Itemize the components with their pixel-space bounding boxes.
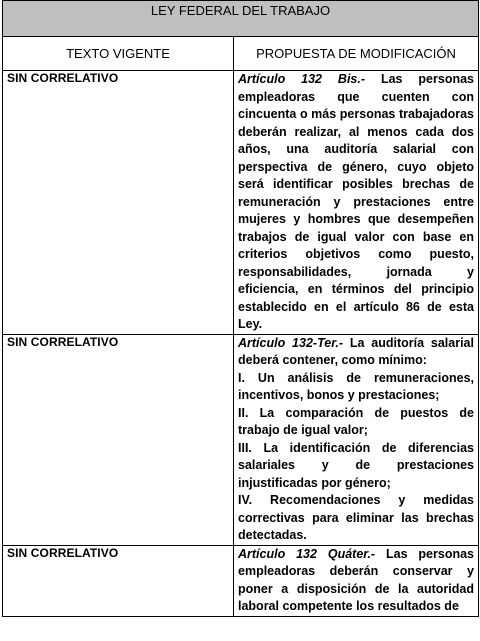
article-label: Artículo 132 Quáter.- bbox=[238, 546, 376, 561]
list-item: IV. Recomendaciones y medidas correctivas para eliminar las brechas detectadas. bbox=[238, 493, 474, 542]
list-item: II. La comparación de puestos de trabajo de igual valor; bbox=[238, 405, 474, 437]
current-text-cell: SIN CORRELATIVO bbox=[3, 545, 234, 616]
table-header-row bbox=[3, 37, 479, 71]
proposal-paragraph bbox=[238, 71, 474, 334]
header-proposal: PROPUESTA DE MODIFICACIÓN bbox=[234, 37, 479, 71]
proposal-paragraph bbox=[238, 546, 474, 616]
article-label: Artículo 132 Bis.- bbox=[238, 72, 366, 86]
article-text: La auditoría salarial deberá contener, como mínimo: bbox=[238, 335, 474, 367]
list-item: I. Un análisis de remuneraciones, incentivos, bonos y prestaciones; bbox=[238, 370, 474, 402]
proposal-cell bbox=[234, 334, 479, 545]
current-text-cell: SIN CORRELATIVO bbox=[3, 334, 234, 545]
article-text: Las personas empleadoras que cuenten con cincuenta o más personas trabajadoras deberán realizar, al menos cada dos años, una auditoría salarial con perspectiva de género, cuyo objeto será identificar posibles brechas de remuneración y prestaciones entre mujeres y hombres que desempeñen trabajos de igual valor con base en criterios objetivos como puesto, responsabilidades, jornada y eficiencia, en términos del principio establecido en el artículo 86 de esta Ley. bbox=[238, 72, 474, 331]
header-current-text: TEXTO VIGENTE bbox=[3, 37, 234, 71]
table-title: LEY FEDERAL DEL TRABAJO bbox=[3, 1, 479, 37]
proposal-cell bbox=[234, 545, 479, 616]
proposal-cell bbox=[234, 71, 479, 335]
article-text: Las personas empleadoras deberán conservar y poner a disposición de la autoridad laboral competente los resultados de bbox=[238, 546, 474, 613]
table-title-row bbox=[3, 1, 479, 37]
article-label: Artículo 132-Ter.- bbox=[238, 335, 344, 350]
table-row bbox=[3, 71, 479, 335]
table-row bbox=[3, 545, 479, 616]
table-row bbox=[3, 334, 479, 545]
current-text-cell: SIN CORRELATIVO bbox=[3, 71, 234, 335]
law-comparison-table bbox=[2, 0, 479, 617]
list-item: III. La identificación de diferencias salariales y de prestaciones injustificadas por género; bbox=[238, 440, 474, 490]
proposal-paragraph bbox=[238, 335, 474, 370]
